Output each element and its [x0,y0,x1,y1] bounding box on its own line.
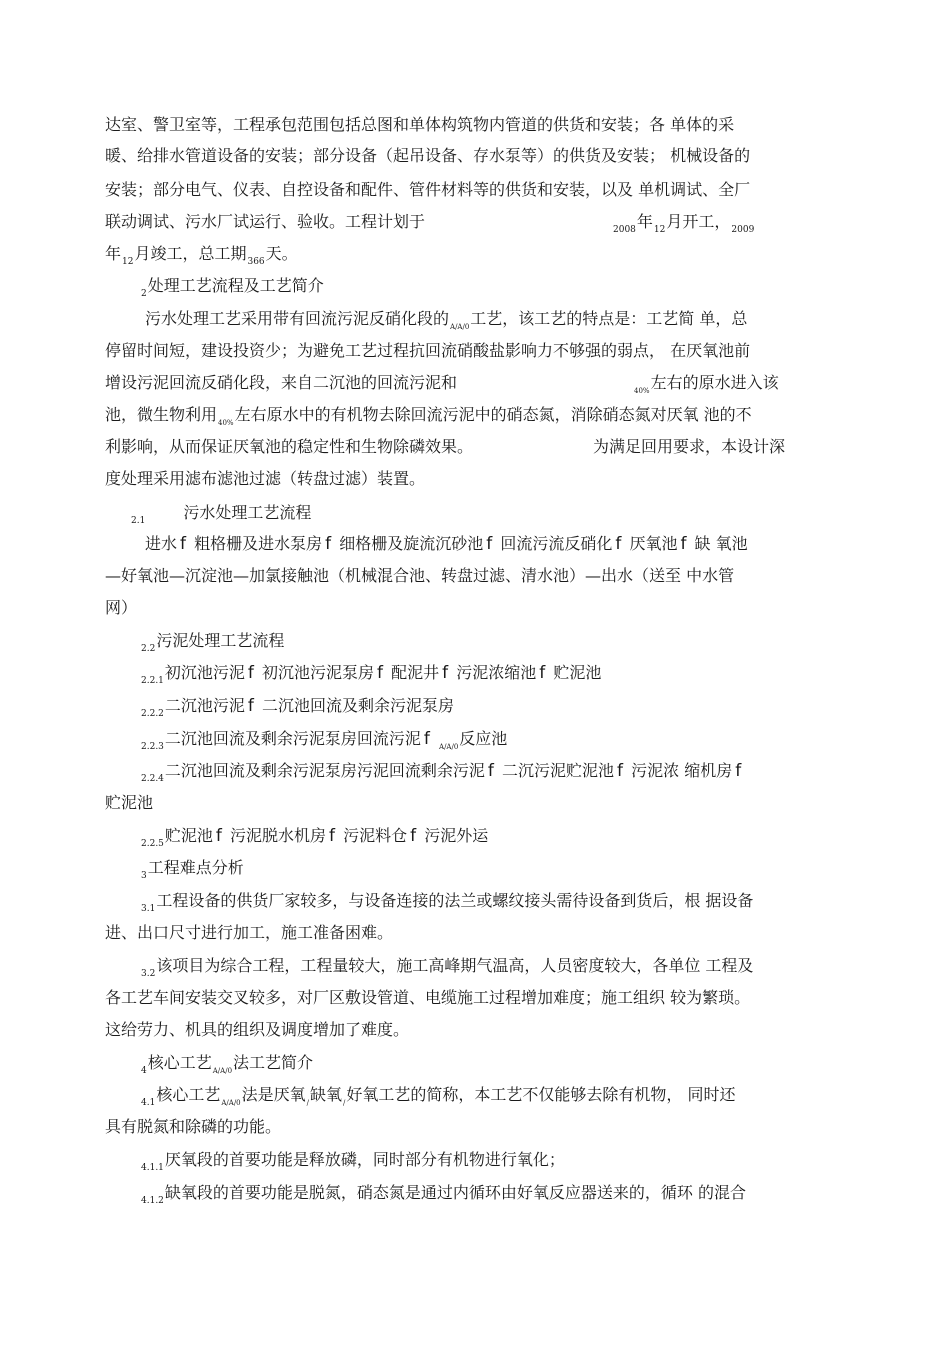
arrow-icon: f [247,663,254,683]
arrow-icon: f [410,826,417,846]
text-line: 具有脱氮和除磷的功能。 [105,1117,282,1136]
text-line: 暖、给排水管道设备的安装；部分设备（起吊设备、存水泵等）的供货及安装； 机械设备的 [105,146,751,165]
section-heading: 4核心工艺A/A/0法工艺简介 [141,1053,314,1076]
process-flow-line: 2.2.4二沉池回流及剩余污泥泵房污泥回流剩余污泥 f 二沉污泥贮泥池 f 污泥浓 缩机房 f [141,761,742,784]
section-heading: 3工程难点分析 [141,858,244,881]
arrow-icon: f [247,696,254,716]
text-line: 贮泥池 [105,793,154,812]
subsection-heading: 2.2污泥处理工艺流程 [141,631,285,654]
process-flow-line: 2.2.5贮泥池 f 污泥脱水机房 f 污泥料仓 f 污泥外运 [141,826,489,849]
text-line: 达室、警卫室等，工程承包范围包括总图和单体构筑物内管道的供货和安装；各 单体的采 [105,115,735,134]
text-line: 安装；部分电气、仪表、自控设备和配件、管件材料等的供货和安装，以及 单机调试、全厂 [105,180,751,199]
arrow-icon: f [377,663,384,683]
arrow-icon: f [680,534,687,554]
arrow-icon: f [423,729,430,749]
subsection-heading: 2.1 污水处理工艺流程 [131,503,312,526]
text-line: 利影响，从而保证厌氧池的稳定性和生物除磷效果。 [105,437,474,456]
text-line: 3.1工程设备的供货厂家较多，与设备连接的法兰或螺纹接头需待设备到货后，根 据设备 [141,891,754,914]
text-line: 3.2该项目为综合工程，工程量较大，施工高峰期气温高，人员密度较大，各单位 工程及 [141,956,754,979]
arrow-icon: f [180,534,187,554]
arrow-icon: f [215,826,222,846]
process-flow-line: 进水 f 粗格栅及进水泵房 f 细格栅及旋流沉砂池 f 回流污流反硝化 f 厌氧池 f 缺 氧池 [145,534,748,554]
arrow-icon: f [487,761,494,781]
text-line: 度处理采用滤布滤池过滤（转盘过滤）装置。 [105,469,426,488]
text-line: 停留时间短，建设投资少；为避免工艺过程抗回流硝酸盐影响力不够强的弱点， 在厌氧池前 [105,341,751,360]
text-line: 池，微生物利用40%左右原水中的有机物去除回流污泥中的硝态氮，消除硝态氮对厌氧 池的不 [105,405,752,427]
arrow-icon: f [486,534,493,554]
text-line: 网） [105,598,138,617]
arrow-icon: f [329,826,336,846]
text-line: 年12月竣工，总工期366天。 [105,244,298,267]
text-line: 各工艺车间安装交叉较多，对厂区敷设管道、电缆施工过程增加难度；施工组织 较为繁琐。 [105,988,751,1007]
arrow-icon: f [617,761,624,781]
text-line: —好氧池—沉淀池—加氯接触池（机械混合池、转盘过滤、清水池）—出水（送至 中水管 [105,566,735,585]
process-flow-line: 2.2.2二沉池污泥 f 二沉池回流及剩余污泥泵房 [141,696,455,719]
text-line: 为满足回用要求，本设计深 [593,437,786,456]
text-line: 4.1核心工艺A/A/0法是厌氧/缺氧/好氧工艺的简称，本工艺不仅能够去除有机物， 同时还 [141,1085,736,1108]
text-line: 污水处理工艺采用带有回流污泥反硝化段的A/A/0工艺，该工艺的特点是：工艺简 单，总 [145,309,748,331]
text-line: 40%左右的原水进入该 [634,373,779,395]
arrow-icon: f [539,663,546,683]
text-line: 4.1.1厌氧段的首要功能是释放磷，同时部分有机物进行氧化； [141,1150,565,1173]
arrow-icon: f [615,534,622,554]
process-flow-line: 2.2.1初沉池污泥 f 初沉池污泥泵房 f 配泥井 f 污泥浓缩池 f 贮泥池 [141,663,602,686]
text-line: 联动调试、污水厂试运行、验收。工程计划于 [105,212,426,231]
section-heading: 2处理工艺流程及工艺简介 [141,276,324,299]
arrow-icon: f [325,534,332,554]
arrow-icon: f [735,761,742,781]
arrow-icon: f [442,663,449,683]
text-line: 这给劳力、机具的组织及调度增加了难度。 [105,1020,410,1039]
text-line: 4.1.2缺氧段的首要功能是脱氮，硝态氮是通过内循环由好氧反应器送来的，循环 的混合 [141,1183,746,1206]
text-line: 进、出口尺寸进行加工，施工准备困难。 [105,923,394,942]
process-flow-line: 2.2.3二沉池回流及剩余污泥泵房回流污泥 f A/A/0反应池 [141,729,508,752]
text-line: 2008年12月开工，2009 [613,212,755,235]
text-line: 增设污泥回流反硝化段，来自二沉池的回流污泥和 [105,373,458,392]
